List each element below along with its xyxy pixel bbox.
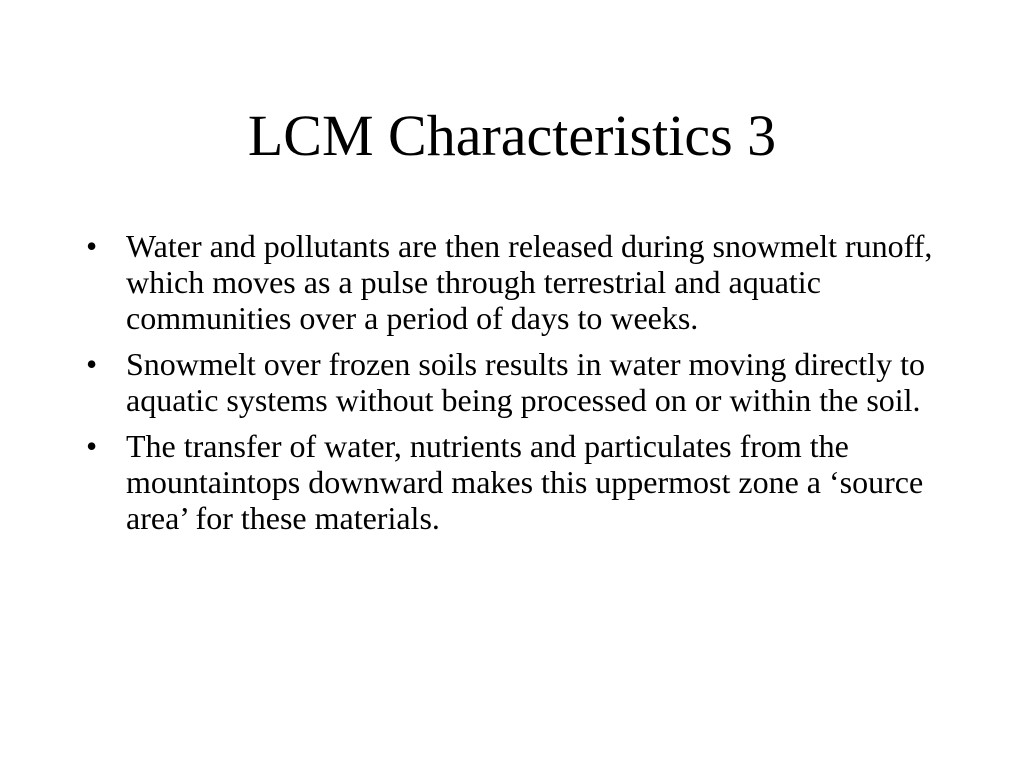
bullet-item <box>82 428 952 536</box>
bullet-dot-icon: • <box>86 346 98 382</box>
bullet-list <box>82 228 952 546</box>
bullet-item <box>82 228 952 336</box>
bullet-dot-icon: • <box>86 228 98 264</box>
bullet-dot-icon: • <box>86 428 98 464</box>
bullet-text: Snowmelt over frozen soils results in water moving directly to aquatic systems without being processed on or within the soil. <box>126 346 925 418</box>
bullet-text: Water and pollutants are then released during snowmelt runoff, which moves as a pulse through terrestrial and aquatic communities over a period of days to weeks. <box>126 228 933 336</box>
bullet-item <box>82 346 952 418</box>
bullet-text: The transfer of water, nutrients and particulates from the mountaintops downward makes this uppermost zone a ‘source area’ for these materials. <box>126 428 924 536</box>
slide-title: LCM Characteristics 3 <box>247 103 777 168</box>
